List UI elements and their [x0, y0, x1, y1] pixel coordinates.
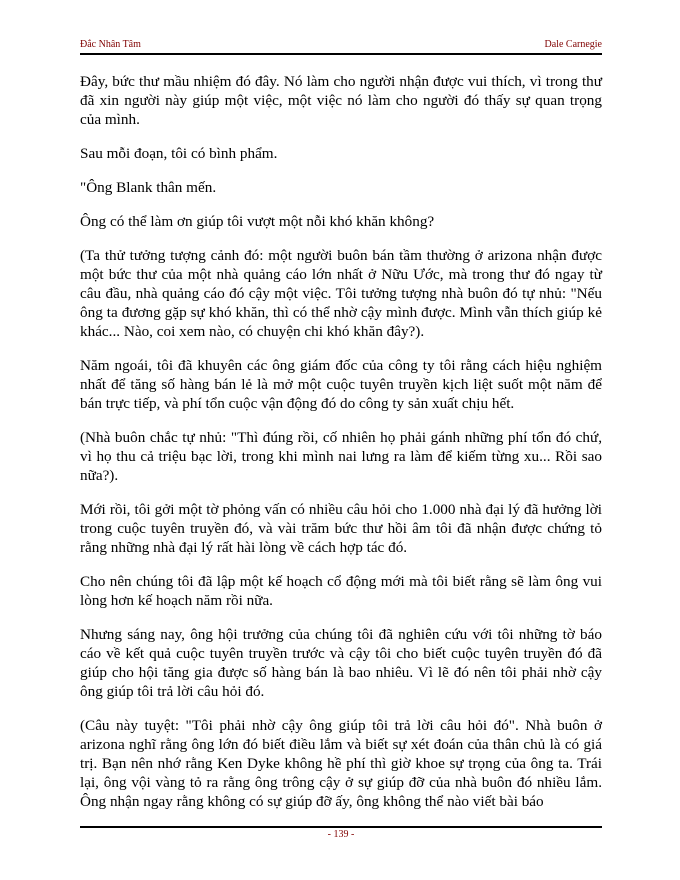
paragraph: (Nhà buôn chắc tự nhủ: "Thì đúng rồi, cố nhiên họ phải gánh những phí tổn đó chứ, vì họ thu cả triệu bạc lời, trong khi mình nai lưng ra làm để kiếm từng xu... Rồi sao nữa?). [80, 429, 602, 484]
footer-divider [80, 826, 602, 828]
paragraph: Sau mỗi đoạn, tôi có bình phẩm. [80, 145, 278, 162]
page-header [80, 39, 602, 53]
paragraph: Đây, bức thư mầu nhiệm đó đây. Nó làm cho người nhận được vui thích, vì trong thư đã xin người này giúp một việc, một việc nó làm cho người đó thấy sự quan trọng của mình. [80, 73, 602, 128]
paragraph: Nhưng sáng nay, ông hội trưởng của chúng tôi đã nghiên cứu với tôi những tờ báo cáo về kết quả cuộc tuyên truyền trước và cậy tôi cho biết cuộc tuyên truyền đó đã giúp cho hội tăng gia được số hàng bán là bao nhiêu. Vì lẽ đó nên tôi phải nhờ cậy ông giúp tôi trả lời câu hỏi đó. [80, 626, 602, 700]
book-title: Đắc Nhân Tâm [80, 39, 141, 50]
paragraph: Ông có thể làm ơn giúp tôi vượt một nỗi khó khăn không? [80, 213, 435, 230]
page-number: - 139 - [327, 829, 355, 840]
paragraph: Cho nên chúng tôi đã lập một kế hoạch cổ động mới mà tôi biết rằng sẽ làm ông vui lòng hơn kế hoạch năm rồi nữa. [80, 573, 602, 609]
author-name: Dale Carnegie [544, 39, 602, 50]
paragraph: (Câu này tuyệt: "Tôi phải nhờ cậy ông giúp tôi trả lời câu hỏi đó". Nhà buôn ở arizona nghĩ rằng ông lớn đó biết điều lắm và biết sự xét đoán của thân chủ là có giá trị. Bạn nên nhớ rằng Ken Dyke không hề phí thì giờ khoe sự trọng của ông ta. Trái lại, ông vội vàng tỏ ra rằng ông trông cậy ở sự giúp đỡ của nhà buôn đó nhiều lắm. Ông nhận ngay rằng không có sự giúp đỡ ấy, ông không thể nào viết bài báo [80, 717, 602, 810]
header-divider [80, 53, 602, 55]
paragraph: (Ta thử tưởng tượng cảnh đó: một người buôn bán tầm thường ở arizona nhận được một bức thư của một nhà quảng cáo lớn nhất ở Nữu Ước, mà trong thư đó ngay từ câu đầu, nhà quảng cáo đó cậy một việc. Tôi tưởng tượng nhà buôn đó tự nhủ: "Nếu ông ta đương gặp sự khó khăn, thì có thể nhờ cậy mình được. Mình vẫn thích giúp kẻ khác... Nào, coi xem nào, có chuyện chi khó khăn đây?). [80, 247, 602, 340]
paragraph: Năm ngoái, tôi đã khuyên các ông giám đốc của công ty tôi rằng cách hiệu nghiệm nhất để tăng số hàng bán lẻ là mở một cuộc tuyên truyền kịch liệt suốt một năm để bán trực tiếp, và phí tổn cuộc vận động đó do công ty sản xuất chịu hết. [80, 357, 602, 412]
paragraph: Mới rồi, tôi gởi một tờ phỏng vấn có nhiều câu hỏi cho 1.000 nhà đại lý đã hưởng lời trong cuộc tuyên truyền đó, và vài trăm bức thư hồi âm tôi đã nhận được chứng tỏ rằng những nhà đại lý rất hài lòng về cách hợp tác đó. [80, 501, 602, 556]
page-body [80, 72, 602, 826]
paragraph: "Ông Blank thân mến. [80, 179, 217, 196]
